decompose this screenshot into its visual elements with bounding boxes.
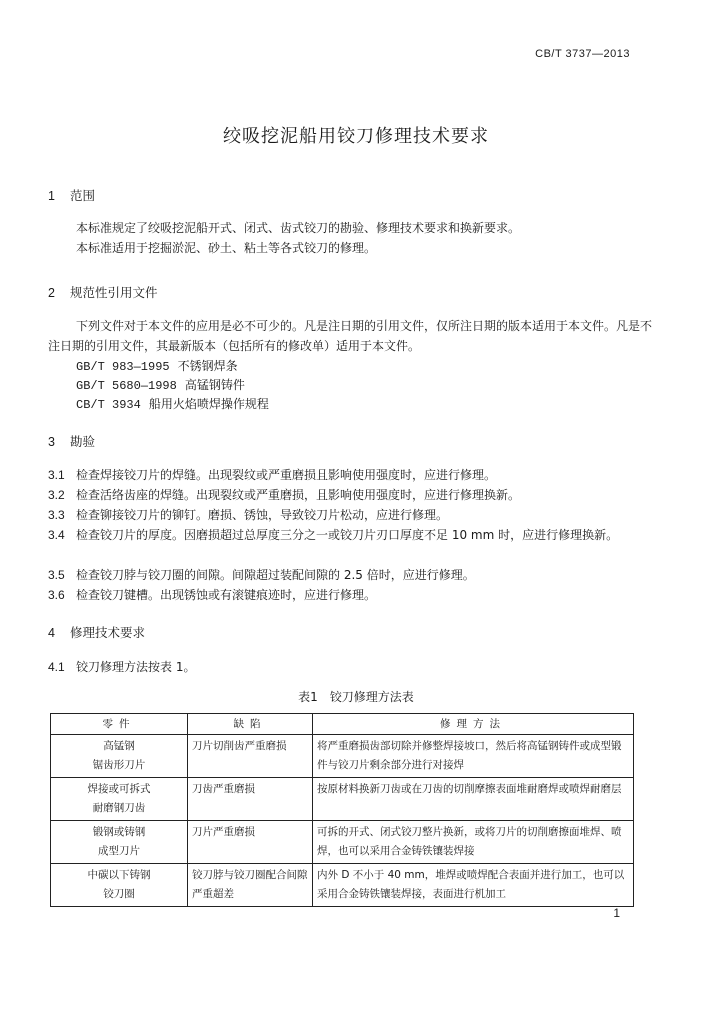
part-line: 锻钢或铸钢 bbox=[92, 826, 146, 838]
part-line: 耐磨钢刀齿 bbox=[92, 802, 146, 814]
reference-code: GB/T 5680—1998 bbox=[76, 379, 177, 393]
clause-3-2 bbox=[48, 485, 658, 505]
clause-number: 3.6 bbox=[48, 588, 65, 602]
clause-3-6 bbox=[48, 585, 658, 605]
clause-text: 检查铰刀片的厚度。因磨损超过总厚度三分之一或铰刀片刃口厚度不足 10 mm 时，应进行修理换新。 bbox=[76, 528, 619, 542]
part-cell bbox=[51, 864, 188, 907]
part-cell bbox=[51, 778, 188, 821]
method-cell: 按原材料换新刀齿或在刀齿的切削摩擦表面堆耐磨焊或喷焊耐磨层 bbox=[313, 778, 634, 821]
table-caption: 表1 铰刀修理方法表 bbox=[298, 690, 414, 704]
part-line: 铰刀圈 bbox=[103, 888, 135, 900]
section-title: 规范性引用文件 bbox=[70, 285, 158, 300]
part-line: 焊接或可拆式 bbox=[87, 783, 151, 795]
section-title: 修理技术要求 bbox=[70, 625, 146, 640]
table-header-row bbox=[51, 714, 634, 735]
clause-text: 检查铆接铰刀片的铆钉。磨损、锈蚀，导致铰刀片松动，应进行修理。 bbox=[76, 508, 449, 522]
reference-name: 船用火焰喷焊操作规程 bbox=[148, 397, 269, 411]
section-heading-2 bbox=[48, 283, 158, 301]
section-heading-3 bbox=[48, 432, 95, 450]
section-title: 勘验 bbox=[70, 434, 96, 449]
section-title: 范围 bbox=[70, 188, 96, 203]
clause-number: 3.5 bbox=[48, 568, 65, 582]
document-title: 绞吸挖泥船用铰刀修理技术要求 bbox=[223, 126, 489, 147]
clause-text: 检查铰刀键槽。出现锈蚀或有滚键痕迹时，应进行修理。 bbox=[76, 588, 377, 602]
section-number: 2 bbox=[48, 286, 55, 300]
part-line: 中碳以下铸钢 bbox=[87, 869, 151, 881]
column-header-defect: 缺陷 bbox=[188, 714, 313, 735]
scope-paragraph-2: 本标准适用于挖掘淤泥、砂土、粘土等各式铰刀的修理。 bbox=[76, 241, 377, 255]
section-number: 3 bbox=[48, 435, 55, 449]
clause-3-1 bbox=[48, 465, 658, 485]
clause-3-3 bbox=[48, 505, 658, 525]
section-number: 1 bbox=[48, 189, 55, 203]
part-line: 高锰钢 bbox=[103, 740, 135, 752]
reference-code: GB/T 983—1995 bbox=[76, 360, 170, 374]
defect-cell: 刀片严重磨损 bbox=[188, 821, 313, 864]
clause-4-1 bbox=[48, 657, 658, 677]
clause-text: 检查活络齿座的焊缝。出现裂纹或严重磨损，且影响使用强度时，应进行修理换新。 bbox=[76, 488, 521, 502]
repair-method-table bbox=[50, 713, 634, 907]
references-intro: 下列文件对于本文件的应用是必不可少的。凡是注日期的引用文件，仅所注日期的版本适用于本文件。凡是不注日期的引用文件，其最新版本（包括所有的修改单）适用于本文件。 bbox=[48, 319, 653, 353]
clause-text: 检查铰刀脖与铰刀圈的间隙。间隙超过装配间隙的 2.5 倍时，应进行修理。 bbox=[76, 568, 475, 582]
method-cell: 内外 D 不小于 40 mm，堆焊或喷焊配合表面并进行加工，也可以采用合金铸铁镶装焊接，表面进行机加工 bbox=[313, 864, 634, 907]
clause-number: 3.4 bbox=[48, 528, 65, 542]
method-cell: 可拆的开式、闭式铰刀整片换新，或将刀片的切削磨擦面堆焊、喷焊，也可以采用合金铸铁镶装焊接 bbox=[313, 821, 634, 864]
table-row bbox=[51, 864, 634, 907]
clause-number: 3.1 bbox=[48, 468, 65, 482]
reference-item bbox=[76, 376, 245, 393]
clause-number: 4.1 bbox=[48, 660, 65, 674]
column-header-method: 修理方法 bbox=[313, 714, 634, 735]
defect-cell: 刀齿严重磨损 bbox=[188, 778, 313, 821]
reference-item bbox=[76, 395, 269, 412]
clause-number: 3.2 bbox=[48, 488, 65, 502]
section-heading-4 bbox=[48, 623, 145, 641]
defect-cell: 铰刀脖与铰刀圈配合间隙严重超差 bbox=[188, 864, 313, 907]
clause-text: 铰刀修理方法按表 1。 bbox=[76, 660, 196, 674]
scope-paragraph-1: 本标准规定了绞吸挖泥船开式、闭式、齿式铰刀的勘验、修理技术要求和换新要求。 bbox=[76, 221, 521, 235]
reference-name: 高锰钢铸件 bbox=[184, 378, 245, 392]
page-number: 1 bbox=[613, 906, 620, 920]
clause-3-5 bbox=[48, 565, 658, 585]
part-line: 成型刀片 bbox=[98, 845, 140, 857]
clause-number: 3.3 bbox=[48, 508, 65, 522]
section-number: 4 bbox=[48, 626, 55, 640]
reference-name: 不锈钢焊条 bbox=[177, 359, 238, 373]
part-line: 锯齿形刀片 bbox=[92, 759, 146, 771]
part-cell bbox=[51, 735, 188, 778]
table-row bbox=[51, 778, 634, 821]
clause-text: 检查焊接铰刀片的焊缝。出现裂纹或严重磨损且影响使用强度时，应进行修理。 bbox=[76, 468, 497, 482]
reference-code: CB/T 3934 bbox=[76, 398, 141, 412]
clause-3-4 bbox=[48, 525, 658, 545]
section-heading-1 bbox=[48, 186, 95, 204]
reference-item bbox=[76, 357, 238, 374]
part-cell bbox=[51, 821, 188, 864]
table-row bbox=[51, 735, 634, 778]
method-cell: 将严重磨损齿部切除并修整焊接坡口，然后将高锰钢铸件或成型锻件与铰刀片剩余部分进行对接焊 bbox=[313, 735, 634, 778]
defect-cell: 刀片切削齿严重磨损 bbox=[188, 735, 313, 778]
table-row bbox=[51, 821, 634, 864]
column-header-part: 零件 bbox=[51, 714, 188, 735]
standard-code: CB/T 3737—2013 bbox=[535, 48, 630, 60]
